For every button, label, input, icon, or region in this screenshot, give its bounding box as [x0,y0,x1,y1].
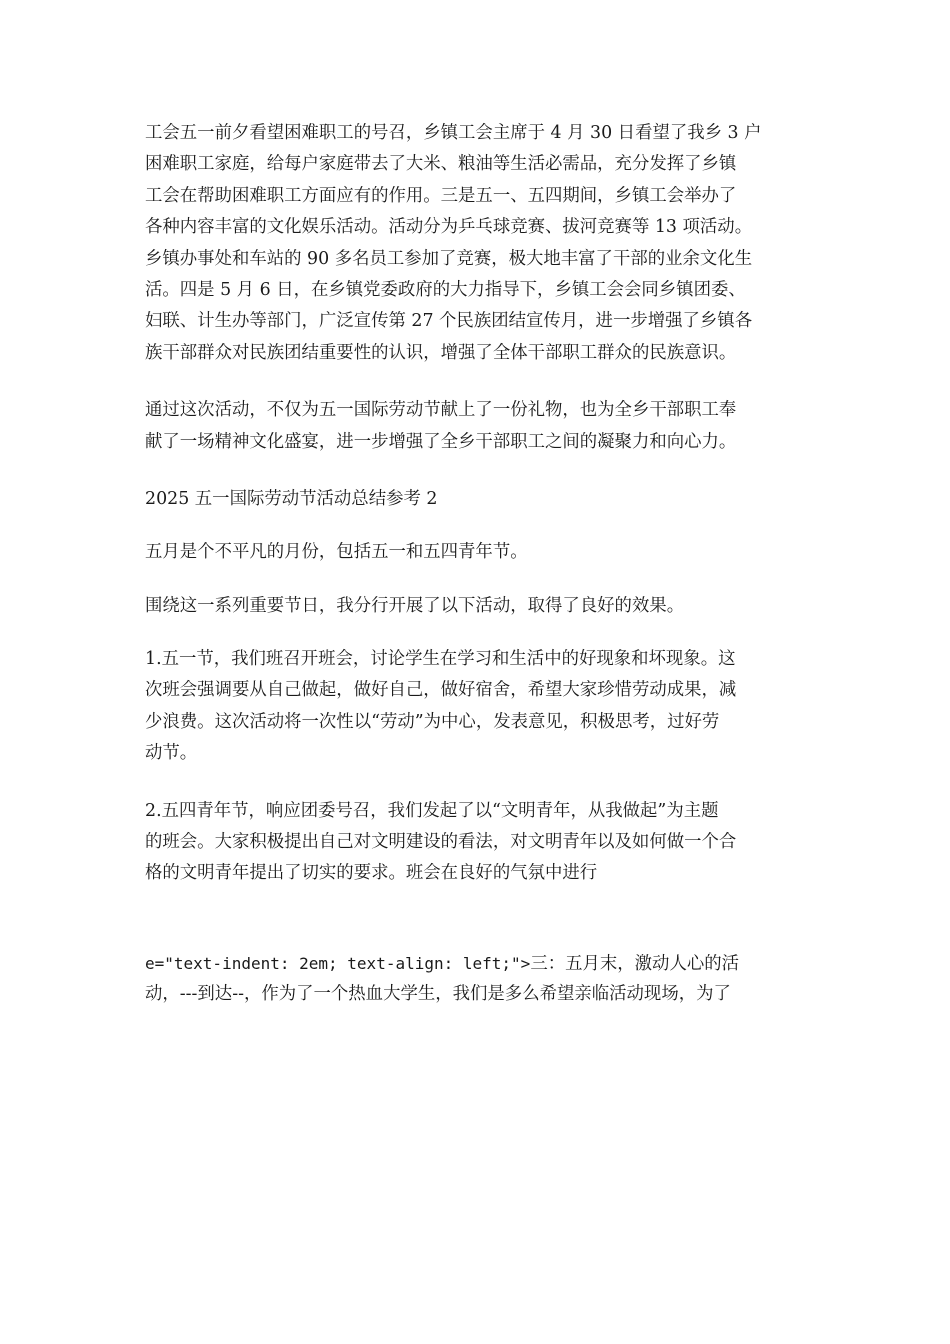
paragraph-3 [145,537,810,568]
document-page [145,118,810,1011]
paragraph-7 [145,948,810,1011]
paragraph-line [145,948,810,979]
paragraph-line: 五月是个不平凡的月份，包括五一和五四青年节。 [145,542,528,563]
paragraph-line: 妇联、计生办等部门，广泛宣传第 27 个民族团结宣传月，进一步增强了乡镇各 [145,311,753,332]
paragraph-line: 的班会。大家积极提出自己对文明建设的看法，对文明青年以及如何做一个合 [145,832,737,853]
paragraph-5 [145,644,810,770]
paragraph-line: 格的文明青年提出了切实的要求。班会在良好的气氛中进行 [145,863,598,884]
paragraph-line: 1.五一节，我们班召开班会，讨论学生在学习和生活中的好现象和坏现象。这 [145,649,736,670]
paragraph-line: 献了一场精神文化盛宴，进一步增强了全乡干部职工之间的凝聚力和向心力。 [145,431,737,452]
paragraph-2 [145,395,810,458]
section-heading [145,484,810,515]
heading-text: 2025 五一国际劳动节活动总结参考 2 [145,488,438,509]
paragraph-4 [145,591,810,622]
paragraph-line: 各种内容丰富的文化娱乐活动。活动分为乒乓球竞赛、拔河竞赛等 13 项活动。 [145,217,753,238]
paragraph-line: 次班会强调要从自己做起，做好自己，做好宿舍，希望大家珍惜劳动成果，减 [145,680,737,701]
paragraph-line: 族干部群众对民族团结重要性的认识，增强了全体干部职工群众的民族意识。 [145,342,737,363]
paragraph-line: 活。四是 5 月 6 日，在乡镇党委政府的大力指导下，乡镇工会会同乡镇团委、 [145,279,746,300]
paragraph-text: 三：五月末，激动人心的活 [530,953,740,974]
paragraph-1 [145,118,810,369]
paragraph-line: 困难职工家庭，给每户家庭带去了大米、粮油等生活必需品，充分发挥了乡镇 [145,154,737,175]
paragraph-line: 少浪费。这次活动将一次性以“劳动”为中心，发表意见，积极思考，过好劳 [145,711,720,732]
paragraph-line: 乡镇办事处和车站的 90 多名员工参加了竞赛，极大地丰富了干部的业余文化生 [145,248,753,269]
code-fragment: e="text-indent: 2em; text-align: left;"> [145,953,531,973]
paragraph-line: 工会五一前夕看望困难职工的号召，乡镇工会主席于 4 月 30 日看望了我乡 3 户 [145,123,762,143]
paragraph-line: 动，---到达--，作为了一个热血大学生，我们是多么希望亲临活动现场，为了 [145,984,731,1005]
paragraph-line: 2.五四青年节，响应团委号召，我们发起了以“文明青年，从我做起”为主题 [145,800,719,821]
paragraph-6 [145,796,810,890]
paragraph-line: 工会在帮助困难职工方面应有的作用。三是五一、五四期间，乡镇工会举办了 [145,185,737,206]
paragraph-line: 动节。 [145,743,198,764]
paragraph-line: 围绕这一系列重要节日，我分行开展了以下活动，取得了良好的效果。 [145,595,685,616]
paragraph-line: 通过这次活动，不仅为五一国际劳动节献上了一份礼物，也为全乡干部职工奉 [145,400,737,421]
